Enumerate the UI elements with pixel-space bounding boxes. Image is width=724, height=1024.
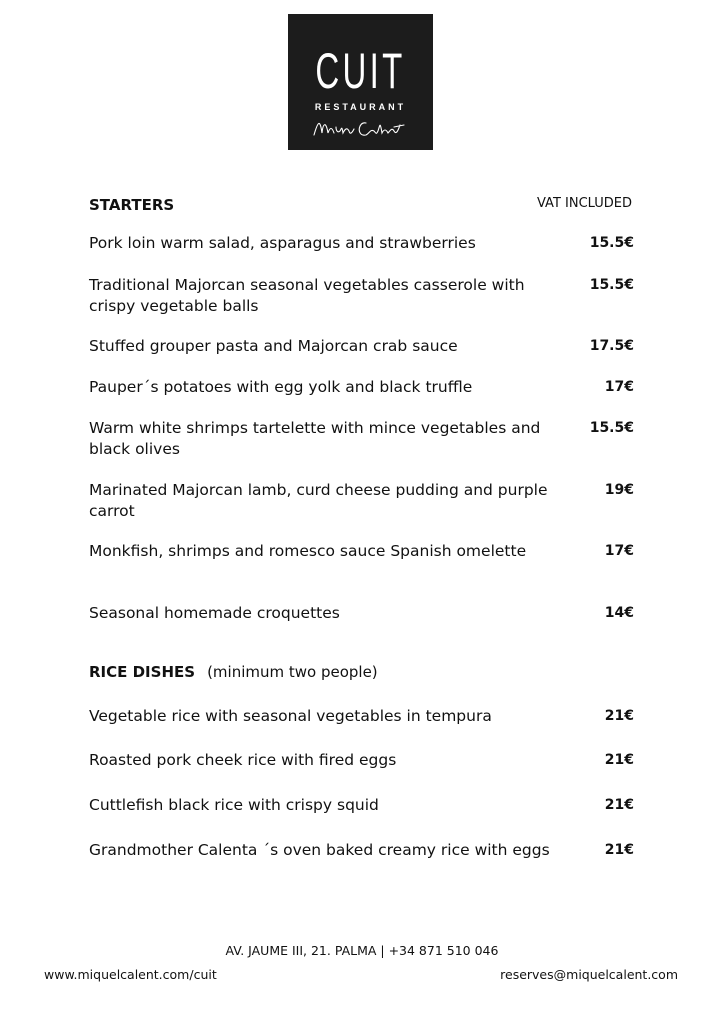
logo-subtitle: RESTAURANT: [314, 102, 407, 112]
menu-item: [89, 480, 634, 522]
menu-item: [89, 233, 634, 254]
menu-item-price: 19€: [604, 482, 634, 498]
rice-heading-title: RICE DISHES: [89, 663, 196, 681]
menu-item-name: Cuttlefish black rice with crispy squid: [89, 796, 379, 814]
menu-item-name: Stuffed grouper pasta and Majorcan crab sauce: [89, 337, 458, 355]
menu-item: [89, 418, 634, 460]
starters-heading: STARTERS: [89, 196, 175, 214]
menu-item: [89, 603, 634, 624]
menu-item-name: Traditional Majorcan seasonal vegetables casserole with crispy vegetable balls: [89, 276, 525, 315]
footer-email-link[interactable]: reserves@miquelcalent.com: [500, 967, 678, 982]
menu-item: [89, 795, 634, 816]
restaurant-logo: [288, 14, 433, 150]
menu-item-price: 17.5€: [589, 338, 634, 354]
menu-item-price: 14€: [604, 605, 634, 621]
rice-heading: [89, 663, 378, 681]
menu-item-name: Vegetable rice with seasonal vegetables in tempura: [89, 707, 492, 725]
menu-item: [89, 541, 634, 562]
menu-item-price: 21€: [604, 842, 634, 858]
menu-item-name: Seasonal homemade croquettes: [89, 604, 340, 622]
rice-heading-note: (minimum two people): [207, 663, 378, 681]
menu-item-name: Pauper´s potatoes with egg yolk and black truffle: [89, 378, 473, 396]
menu-item: [89, 377, 634, 398]
menu-item-name: Monkfish, shrimps and romesco sauce Spanish omelette: [89, 542, 527, 560]
menu-item-price: 15.5€: [589, 420, 634, 436]
menu-item: [89, 275, 634, 317]
menu-item-name: Marinated Majorcan lamb, curd cheese pudding and purple carrot: [89, 481, 548, 520]
menu-item-name: Grandmother Calenta ´s oven baked creamy rice with eggs: [89, 841, 550, 859]
menu-item-price: 17€: [604, 379, 634, 395]
menu-item-price: 21€: [604, 752, 634, 768]
menu-item-price: 17€: [604, 543, 634, 559]
menu-item: [89, 706, 634, 727]
menu-item: [89, 840, 634, 861]
menu-item-name: Pork loin warm salad, asparagus and strawberries: [89, 234, 476, 252]
menu-item-price: 21€: [604, 708, 634, 724]
menu-item-price: 21€: [604, 797, 634, 813]
logo-wordmark: CUIT: [315, 43, 406, 99]
menu-item-name: Roasted pork cheek rice with fired eggs: [89, 751, 397, 769]
menu-item: [89, 336, 634, 357]
vat-note: VAT INCLUDED: [537, 196, 632, 211]
menu-item-name: Warm white shrimps tartelette with mince vegetables and black olives: [89, 419, 541, 458]
menu-item-price: 15.5€: [589, 277, 634, 293]
footer-address: AV. JAUME III, 21. PALMA | +34 871 510 046: [225, 943, 499, 958]
menu-item: [89, 750, 634, 771]
menu-item-price: 15.5€: [589, 235, 634, 251]
signature-icon: [310, 113, 410, 143]
footer-website-link[interactable]: www.miquelcalent.com/cuit: [44, 967, 217, 982]
